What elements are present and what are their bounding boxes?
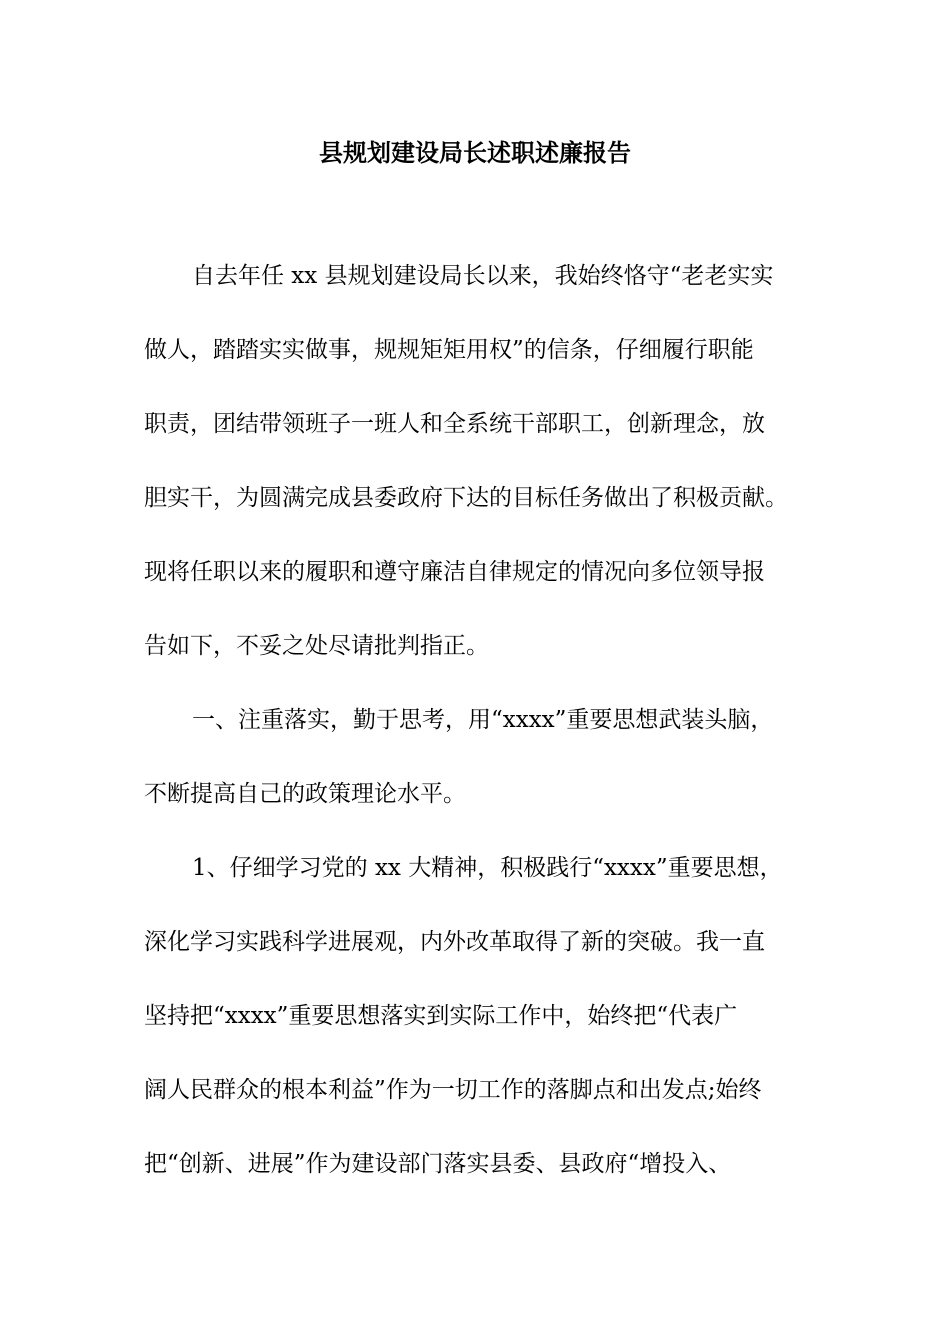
body-line-7: 一、注重落实，勤于思考，用“xxxx”重要思想武装头脑， [192,707,774,733]
body-line-1: 自去年任 xx 县规划建设局长以来，我始终恪守“老老实实 [192,263,774,289]
body-line-9: 1、仔细学习党的 xx 大精神，积极践行“xxxx”重要思想， [192,855,783,881]
body-line-6: 告如下，不妥之处尽请批判指正。 [144,633,489,659]
body-line-8: 不断提高自己的政策理论水平。 [144,781,466,807]
document-title: 县规划建设局长述职述廉报告 [319,138,631,167]
body-line-10: 深化学习实践科学进展观，内外改革取得了新的突破。我一直 [144,929,765,955]
body-line-13: 把“创新、进展”作为建设部门落实县委、县政府“增投入、 [144,1151,732,1177]
document-body [144,258,816,1220]
body-line-3: 职责，团结带领班子一班人和全系统干部职工，创新理念，放 [144,411,765,437]
body-line-12: 阔人民群众的根本利益”作为一切工作的落脚点和出发点;始终 [144,1077,762,1103]
body-line-2: 做人，踏踏实实做事，规规矩矩用权”的信条，仔细履行职能 [144,337,754,363]
body-line-4: 胆实干，为圆满完成县委政府下达的目标任务做出了积极贡献。 [144,485,788,511]
body-line-5: 现将任职以来的履职和遵守廉洁自律规定的情况向多位领导报 [144,559,765,585]
body-line-11: 坚持把“xxxx”重要思想落实到实际工作中，始终把“代表广 [144,1003,738,1029]
